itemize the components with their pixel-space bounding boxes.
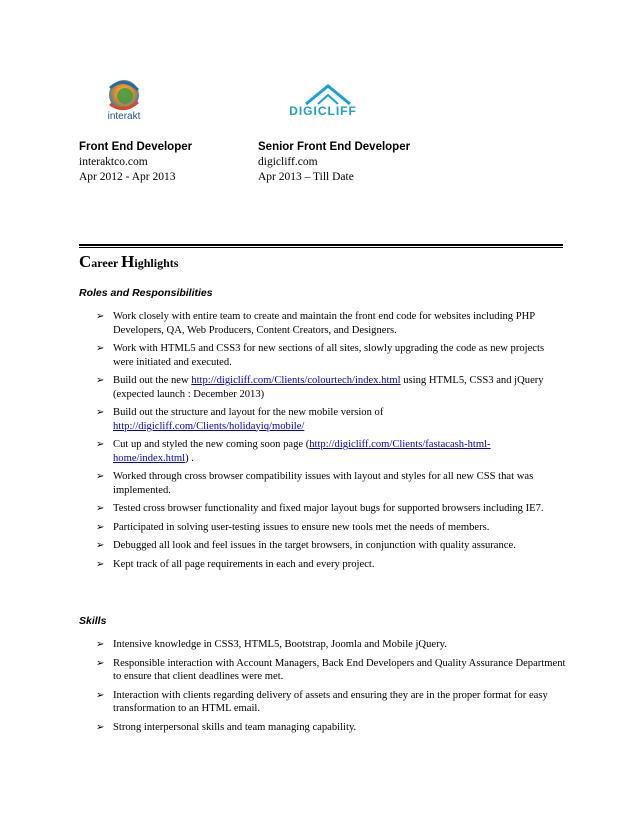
job-company: interaktco.com xyxy=(79,156,148,168)
arrow-bullet-icon: ➢ xyxy=(96,657,105,669)
list-item: ➢ Work with HTML5 and CSS3 for new sections of all sites, slowly upgrading the code as new projects were initiated and executed. xyxy=(96,343,545,368)
roles-title: Roles and Responsibilities xyxy=(79,287,213,299)
list-item: ➢ Build out the new http://digicliff.com/Clients/colourtech/index.html using HTML5, CSS3 and jQuery (expected launch : December 2013) xyxy=(96,375,544,400)
list-item: ➢ Cut up and styled the new coming soon page (http://digicliff.com/Clients/fastacash-html-home/index.html) . xyxy=(96,439,491,464)
list-item: ➢ Responsible interaction with Account Managers, Back End Developers and Quality Assurance Department to ensure that client deadlines were met. xyxy=(96,657,566,682)
holidayiq-link[interactable]: http://digicliff.com/Clients/holidayiq/mobile/ xyxy=(113,420,305,432)
job-interakt xyxy=(79,140,259,185)
list-item: ➢ Interaction with clients regarding delivery of assets and ensuring they are in the proper format for easy transformation to an HTML email. xyxy=(96,689,548,714)
heading-rest: ighlights xyxy=(134,256,179,270)
digicliff-logo-icon xyxy=(276,84,370,106)
arrow-bullet-icon: ➢ xyxy=(96,503,105,514)
job-period: Apr 2012 - Apr 2013 xyxy=(79,171,176,183)
list-item: ➢ Strong interpersonal skills and team managing capability. xyxy=(96,721,357,733)
arrow-bullet-icon: ➢ xyxy=(96,471,105,482)
section-divider xyxy=(79,244,563,246)
skills-list xyxy=(96,638,566,734)
job-digicliff xyxy=(258,140,478,185)
job-company: digicliff.com xyxy=(258,156,318,168)
arrow-bullet-icon: ➢ xyxy=(96,439,105,450)
list-item: ➢ Intensive knowledge in CSS3, HTML5, Bootstrap, Joomla and Mobile jQuery. xyxy=(96,639,447,650)
job-role: Front End Developer xyxy=(79,141,193,153)
heading-rest: areer xyxy=(91,256,122,270)
list-item: ➢ Worked through cross browser compatibility issues with layout and styles for all new CSS that was implemented. xyxy=(96,471,534,496)
arrow-bullet-icon: ➢ xyxy=(96,689,105,701)
heading-cap: C xyxy=(79,252,92,271)
interakt-logo-text: interakt xyxy=(107,111,141,122)
arrow-bullet-icon: ➢ xyxy=(96,639,105,650)
section-divider-thin xyxy=(79,247,563,248)
digicliff-logo-text: DIGICLIFF xyxy=(289,104,357,118)
arrow-bullet-icon: ➢ xyxy=(96,343,105,354)
arrow-bullet-icon: ➢ xyxy=(96,721,105,733)
job-period: Apr 2013 – Till Date xyxy=(258,171,354,183)
fastacash-link[interactable]: http://digicliff.com/Clients/fastacash-html-home/index.html xyxy=(113,439,491,464)
heading-cap: H xyxy=(121,252,135,271)
skills-title: Skills xyxy=(79,615,107,627)
list-item: ➢ Participated in solving user-testing issues to ensure new tools met the needs of members. xyxy=(96,521,490,533)
list-item: ➢ Work closely with entire team to create and maintain the front end code for websites including PHP Developers, QA, Web Producers, Content Creators, and Designers. xyxy=(96,311,535,336)
arrow-bullet-icon: ➢ xyxy=(96,375,105,386)
interakt-logo xyxy=(98,78,150,126)
arrow-bullet-icon: ➢ xyxy=(96,540,105,551)
arrow-bullet-icon: ➢ xyxy=(96,407,105,418)
arrow-bullet-icon: ➢ xyxy=(96,521,105,533)
arrow-bullet-icon: ➢ xyxy=(96,558,105,570)
job-role: Senior Front End Developer xyxy=(258,141,411,153)
digicliff-logo xyxy=(276,84,370,120)
list-item: ➢ Tested cross browser functionality and fixed major layout bugs for supported browsers including IE7. xyxy=(96,503,544,514)
list-item: ➢ Debugged all look and feel issues in the target browsers, in conjunction with quality assurance. xyxy=(96,540,516,551)
section-heading-career-highlights xyxy=(79,252,178,272)
colourtech-link[interactable]: http://digicliff.com/Clients/colourtech/index.html xyxy=(191,375,401,386)
list-item: ➢ Build out the structure and layout for the new mobile version of http://digicliff.com/Clients/holidayiq/mobile/ xyxy=(96,407,384,432)
list-item: ➢ Kept track of all page requirements in each and every project. xyxy=(96,558,375,570)
arrow-bullet-icon: ➢ xyxy=(96,311,105,322)
roles-list xyxy=(96,310,566,571)
